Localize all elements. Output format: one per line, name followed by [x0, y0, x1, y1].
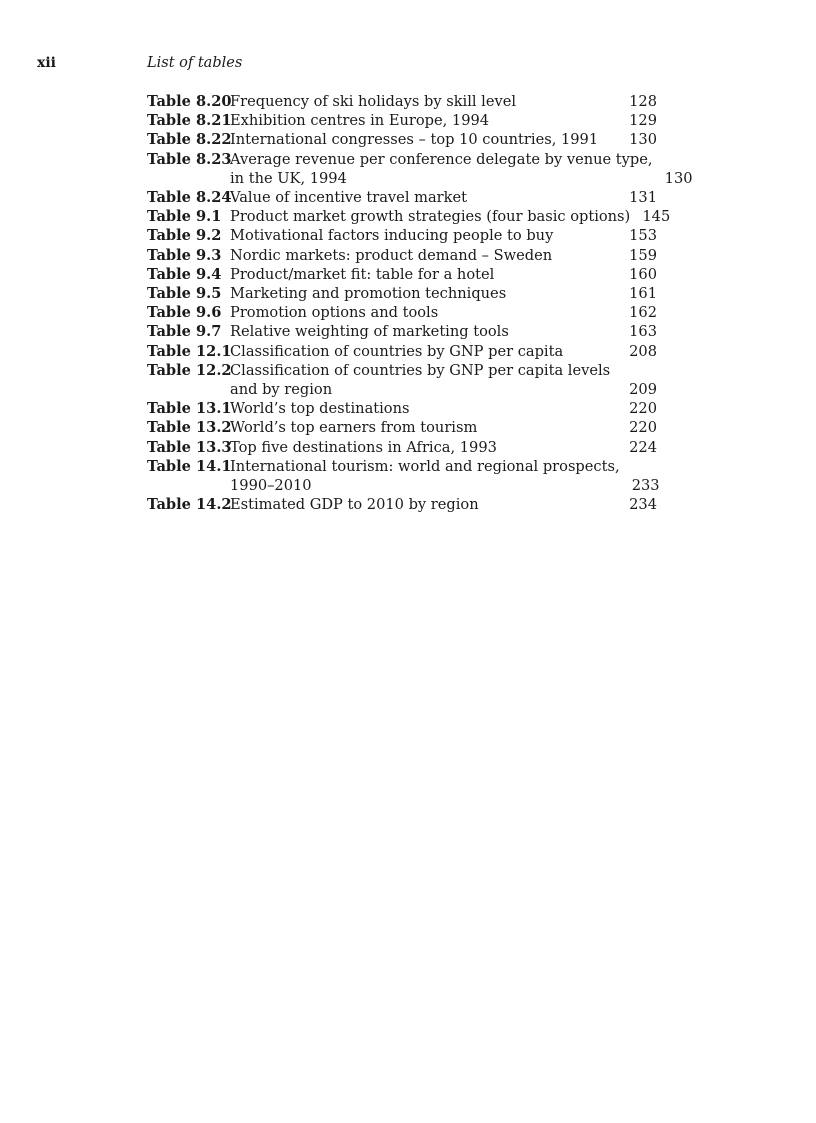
list-of-tables	[147, 92, 693, 514]
table-entry	[147, 303, 657, 322]
table-label: Table 14.1	[147, 457, 232, 475]
table-title-line: World’s top destinations	[230, 400, 410, 418]
table-entry	[147, 342, 657, 361]
table-title-line: Relative weighting of marketing tools	[230, 323, 509, 341]
table-label: Table 9.6	[147, 304, 222, 322]
table-label: Table 8.24	[147, 189, 232, 207]
table-label: Table 9.7	[147, 323, 222, 341]
table-entry	[147, 495, 657, 514]
table-page-number: 153	[629, 227, 657, 245]
table-title	[230, 322, 617, 341]
table-entry	[147, 265, 657, 284]
table-title-line: Motivational factors inducing people to buy	[230, 227, 554, 245]
table-title	[230, 150, 653, 188]
table-page-number: 129	[629, 112, 657, 130]
table-page-number: 224	[629, 438, 657, 456]
table-page-number: 233	[631, 477, 660, 495]
table-label: Table 13.3	[147, 438, 232, 456]
table-title	[230, 495, 617, 514]
table-title-line: Average revenue per conference delegate by venue type,	[230, 150, 653, 168]
table-title	[230, 438, 617, 457]
table-title-line: International congresses – top 10 countries, 1991	[230, 131, 599, 149]
table-entry	[147, 284, 657, 303]
table-page-number: 145	[642, 208, 671, 226]
table-title	[230, 418, 617, 437]
table-label: Table 9.2	[147, 227, 222, 245]
table-title	[230, 399, 617, 418]
table-page-number: 159	[629, 246, 657, 264]
table-page-number: 209	[629, 381, 657, 399]
table-title-line: Classification of countries by GNP per capita	[230, 342, 564, 360]
table-title	[230, 303, 617, 322]
table-page-number: 162	[629, 304, 657, 322]
table-label: Table 12.2	[147, 361, 232, 379]
table-page-number: 163	[629, 323, 657, 341]
table-label: Table 12.1	[147, 342, 232, 360]
table-title	[230, 361, 617, 399]
table-title-line: Product market growth strategies (four basic options)	[230, 208, 631, 226]
table-label: Table 8.23	[147, 150, 232, 168]
table-title-line: World’s top earners from tourism	[230, 419, 478, 437]
table-title-line: Classification of countries by GNP per capita levels	[230, 361, 611, 379]
table-page-number: 128	[629, 93, 657, 110]
table-title	[230, 457, 620, 495]
table-entry	[147, 111, 657, 130]
table-page-number: 208	[629, 342, 657, 360]
table-label: Table 8.20	[147, 93, 232, 110]
table-page-number: 130	[629, 131, 657, 149]
table-title-line: Value of incentive travel market	[230, 189, 467, 207]
table-entry	[147, 361, 657, 399]
table-title	[230, 342, 617, 361]
table-entry	[147, 457, 660, 495]
table-title	[230, 92, 617, 111]
table-title	[230, 111, 617, 130]
table-entry	[147, 246, 657, 265]
table-page-number: 234	[629, 496, 657, 514]
table-page-number: 220	[629, 419, 657, 437]
table-page-number: 161	[629, 285, 657, 303]
running-head: List of tables	[147, 55, 243, 71]
table-title	[230, 226, 617, 245]
table-label: Table 9.5	[147, 285, 222, 303]
table-label: Table 13.1	[147, 400, 232, 418]
table-title-line: International tourism: world and regional prospects,	[230, 457, 620, 475]
table-entry	[147, 226, 657, 245]
table-entry	[147, 188, 657, 207]
table-label: Table 9.4	[147, 265, 222, 283]
table-title	[230, 284, 617, 303]
table-page-number: 160	[629, 265, 657, 283]
page-number: xii	[37, 55, 56, 71]
table-label: Table 13.2	[147, 419, 232, 437]
table-title	[230, 265, 617, 284]
table-entry	[147, 130, 657, 149]
table-entry	[147, 92, 657, 111]
table-label: Table 9.3	[147, 246, 222, 264]
table-title	[230, 130, 617, 149]
table-title-line: Product/market fit: table for a hotel	[230, 265, 495, 283]
table-title-line: in the UK, 1994	[230, 169, 347, 187]
table-page-number: 220	[629, 400, 657, 418]
table-title	[230, 246, 617, 265]
table-title-line: Promotion options and tools	[230, 304, 439, 322]
table-title-line: Estimated GDP to 2010 by region	[230, 496, 479, 514]
table-entry	[147, 150, 693, 188]
table-label: Table 8.21	[147, 112, 232, 130]
table-title-line: 1990–2010	[230, 477, 312, 495]
table-label: Table 9.1	[147, 208, 222, 226]
table-title-line: Exhibition centres in Europe, 1994	[230, 112, 490, 130]
table-title-line: Frequency of ski holidays by skill level	[230, 93, 517, 110]
table-entry	[147, 418, 657, 437]
table-title	[230, 188, 617, 207]
table-title	[230, 207, 630, 226]
table-entry	[147, 399, 657, 418]
table-page-number: 131	[629, 189, 657, 207]
table-title-line: Marketing and promotion techniques	[230, 285, 507, 303]
table-title-line: Top five destinations in Africa, 1993	[230, 438, 497, 456]
table-entry	[147, 207, 671, 226]
table-label: Table 14.2	[147, 496, 232, 514]
table-entry	[147, 438, 657, 457]
table-entry	[147, 322, 657, 341]
table-page-number: 130	[664, 169, 693, 187]
table-title-line: and by region	[230, 381, 333, 399]
table-label: Table 8.22	[147, 131, 232, 149]
table-title-line: Nordic markets: product demand – Sweden	[230, 246, 553, 264]
